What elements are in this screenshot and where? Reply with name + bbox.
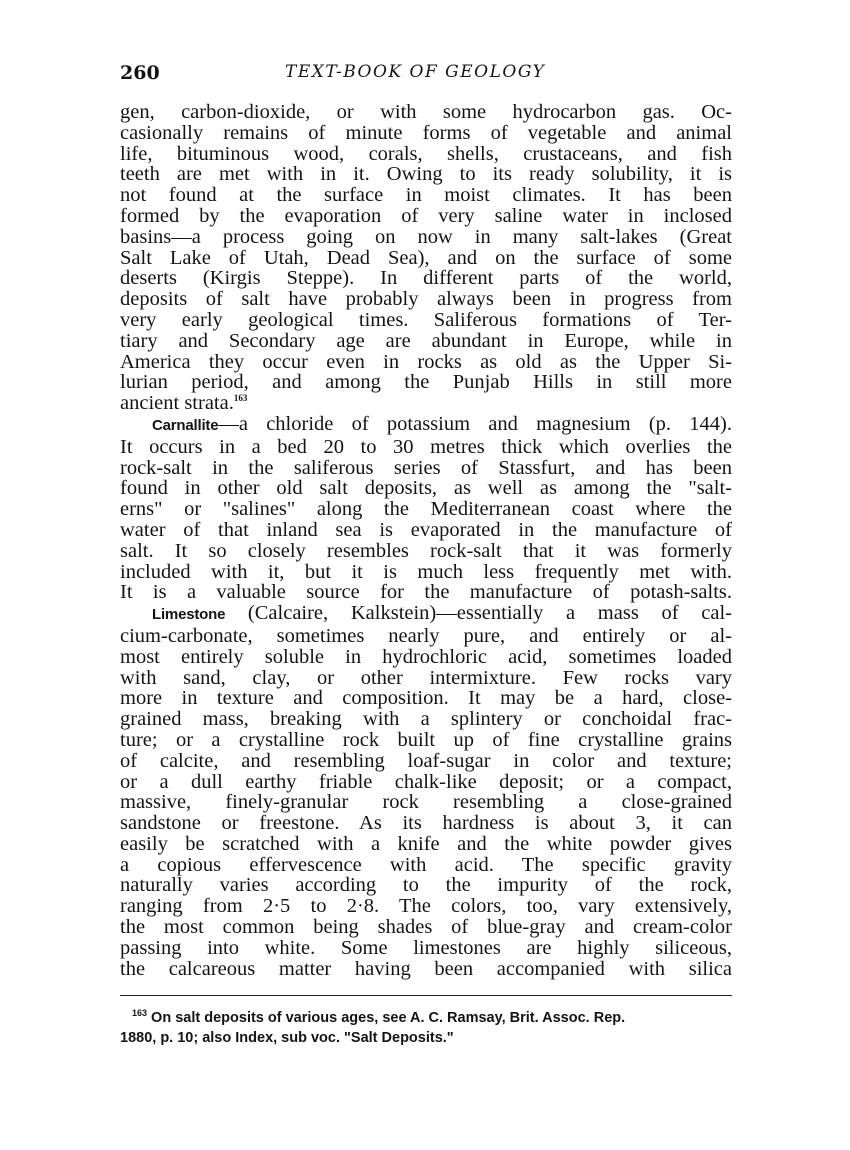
text-line: ranging from 2·5 to 2·8. The colors, too, vary extensively, [120,895,732,918]
footnote-line: 1880, p. 10; also Index, sub voc. "Salt Deposits." [120,1030,454,1047]
text-line: ture; or a crystalline rock built up of fine crystalline grains [120,728,732,751]
footnote-reference[interactable]: 163 [233,393,248,404]
footnote-text: On salt deposits of various ages, see A. C. Ramsay, Brit. Assoc. Rep. [147,1010,626,1027]
text-line: teeth are met with in it. Owing to its ready solubility, it is [120,163,732,186]
entry-first-line [120,603,732,626]
page-number: 260 [120,62,160,84]
text-line: most entirely soluble in hydrochloric acid, sometimes loaded [120,645,732,668]
text-line: deposits of salt have probably always been in progress from [120,288,732,311]
text-line: cium-carbonate, sometimes nearly pure, and entirely or al- [120,624,732,647]
footnote-mark: 163 [132,1008,148,1019]
text-line: naturally varies according to the impurity of the rock, [120,874,732,897]
text-line: easily be scratched with a knife and the white powder gives [120,832,732,855]
text-line: found in other old salt deposits, as well as among the "salt- [120,477,732,500]
text-line: not found at the surface in moist climates. It has been [120,184,732,207]
footnote-line [120,1008,732,1028]
text-line: rock-salt in the saliferous series of Stassfurt, and has been [120,456,732,479]
text-line: Salt Lake of Utah, Dead Sea), and on the surface of some [120,246,732,269]
text-line: deserts (Kirgis Steppe). In different parts of the world, [120,267,732,290]
text-line-content: ancient strata. [120,392,234,415]
text-line: casionally remains of minute forms of vegetable and animal [120,121,732,144]
text-line: lurian period, and among the Punjab Hills in still more [120,371,732,394]
text-line: life, bituminous wood, corals, shells, crustaceans, and fish [120,142,732,165]
text-line: formed by the evaporation of very saline water in inclosed [120,204,732,227]
text-line: more in texture and composition. It may be a hard, close- [120,687,732,710]
entry-first-line [120,414,732,437]
text-line: America they occur even in rocks as old as the Upper Si- [120,350,732,373]
text-line-last [120,393,732,414]
text-line: or a dull earthy friable chalk-like deposit; or a compact, [120,770,732,793]
text-line: included with it, but it is much less frequently met with. [120,560,732,583]
text-line: with sand, clay, or other intermixture. Few rocks vary [120,666,732,689]
entry-definition: (Calcaire, Kalkstein)—essentially a mass of cal- [225,602,732,625]
text-line: passing into white. Some limestones are highly siliceous, [120,936,732,959]
text-line: very early geological times. Saliferous formations of Ter- [120,308,732,331]
text-line: the most common being shades of blue-gray and cream-color [120,916,732,939]
text-line: of calcite, and resembling loaf-sugar in color and texture; [120,749,732,772]
paragraph-rock-salt [120,102,732,414]
text-line: It is a valuable source for the manufacture of potash-salts. [120,581,732,604]
body-text [120,102,732,979]
entry-definition: —a chloride of potassium and magnesium (p. 144). [218,412,732,435]
entry-term-limestone: Limestone [152,606,226,624]
text-line: erns" or "salines" along the Mediterranean coast where the [120,498,732,521]
text-line: tiary and Secondary age are abundant in Europe, while in [120,329,732,352]
entry-term-carnallite: Carnallite [152,416,219,434]
running-title: TEXT-BOOK OF GEOLOGY [285,62,546,82]
footnote-divider [120,995,732,996]
text-line: grained mass, breaking with a splintery or conchoidal frac- [120,708,732,731]
paragraph-carnallite [120,414,732,603]
text-line: gen, carbon-dioxide, or with some hydrocarbon gas. Oc- [120,101,732,123]
footnote [120,1008,732,1048]
text-line: the calcareous matter having been accompanied with silica [120,957,732,980]
text-line: sandstone or freestone. As its hardness is about 3, it can [120,812,732,835]
text-line: water of that inland sea is evaporated in the manufacture of [120,518,732,541]
text-line: basins—a process going on now in many salt-lakes (Great [120,225,732,248]
text-line: salt. It so closely resembles rock-salt that it was formerly [120,539,732,562]
text-line: a copious effervescence with acid. The specific gravity [120,853,732,876]
text-line: massive, finely-granular rock resembling a close-grained [120,791,732,814]
running-header [120,62,732,86]
paragraph-limestone [120,603,732,979]
text-line: It occurs in a bed 20 to 30 metres thick which overlies the [120,435,732,458]
book-page [120,62,732,1048]
